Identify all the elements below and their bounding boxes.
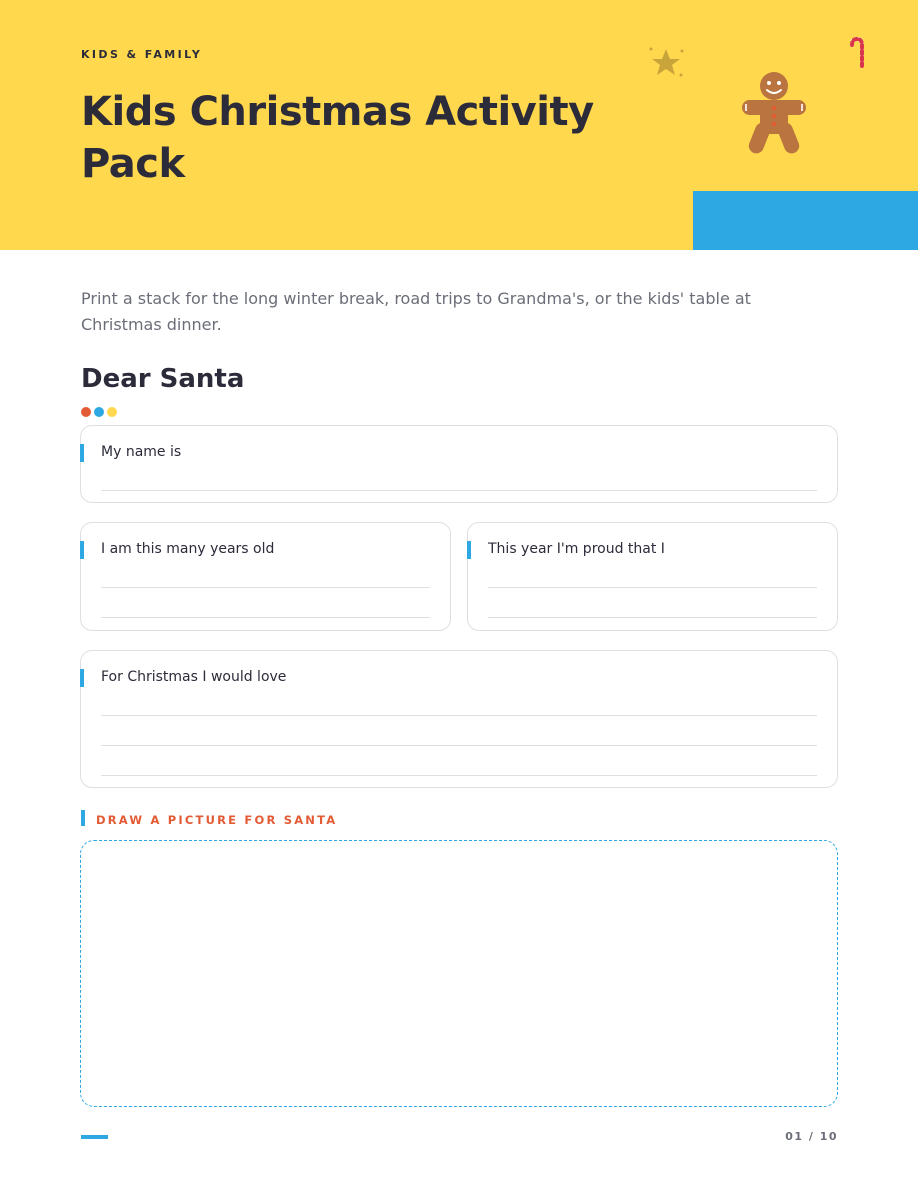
drawing-area[interactable]	[80, 840, 838, 1107]
drawing-heading-text: DRAW A PICTURE FOR SANTA	[96, 813, 338, 827]
star-icon	[645, 44, 687, 82]
header-accent-block	[693, 191, 918, 250]
age-field[interactable]	[80, 522, 451, 631]
writing-line[interactable]	[101, 775, 817, 776]
field-accent	[467, 541, 471, 559]
writing-line[interactable]	[101, 587, 430, 588]
eyebrow-label: KIDS & FAMILY	[81, 48, 203, 61]
writing-line[interactable]	[101, 745, 817, 746]
yellow-dot	[107, 407, 117, 417]
footer-accent-bar	[81, 1135, 108, 1139]
writing-line[interactable]	[101, 617, 430, 618]
field-accent	[80, 669, 84, 687]
intro-text: Print a stack for the long winter break, road trips to Grandma's, or the kids' table at Christmas dinner.	[81, 289, 751, 334]
wish-field[interactable]	[80, 650, 838, 788]
wish-field-label: For Christmas I would love	[101, 669, 287, 685]
page-number: 01 / 10	[785, 1130, 838, 1143]
writing-line[interactable]	[488, 617, 817, 618]
heading-accent	[81, 810, 85, 826]
writing-line[interactable]	[101, 490, 817, 491]
gingerbread-man-icon	[736, 70, 812, 156]
name-field[interactable]	[80, 425, 838, 503]
field-accent	[80, 444, 84, 462]
name-field-label: My name is	[101, 444, 182, 460]
age-field-label: I am this many years old	[101, 541, 275, 557]
decorative-dots	[81, 402, 120, 412]
page-title: Kids Christmas Activity Pack	[81, 89, 594, 187]
candy-cane-icon	[848, 36, 870, 68]
writing-line[interactable]	[488, 587, 817, 588]
section-title: Dear Santa	[81, 364, 245, 394]
proud-field[interactable]	[467, 522, 838, 631]
field-accent	[80, 541, 84, 559]
blue-dot	[94, 407, 104, 417]
proud-field-label: This year I'm proud that I	[488, 541, 665, 557]
red-dot	[81, 407, 91, 417]
writing-line[interactable]	[101, 715, 817, 716]
